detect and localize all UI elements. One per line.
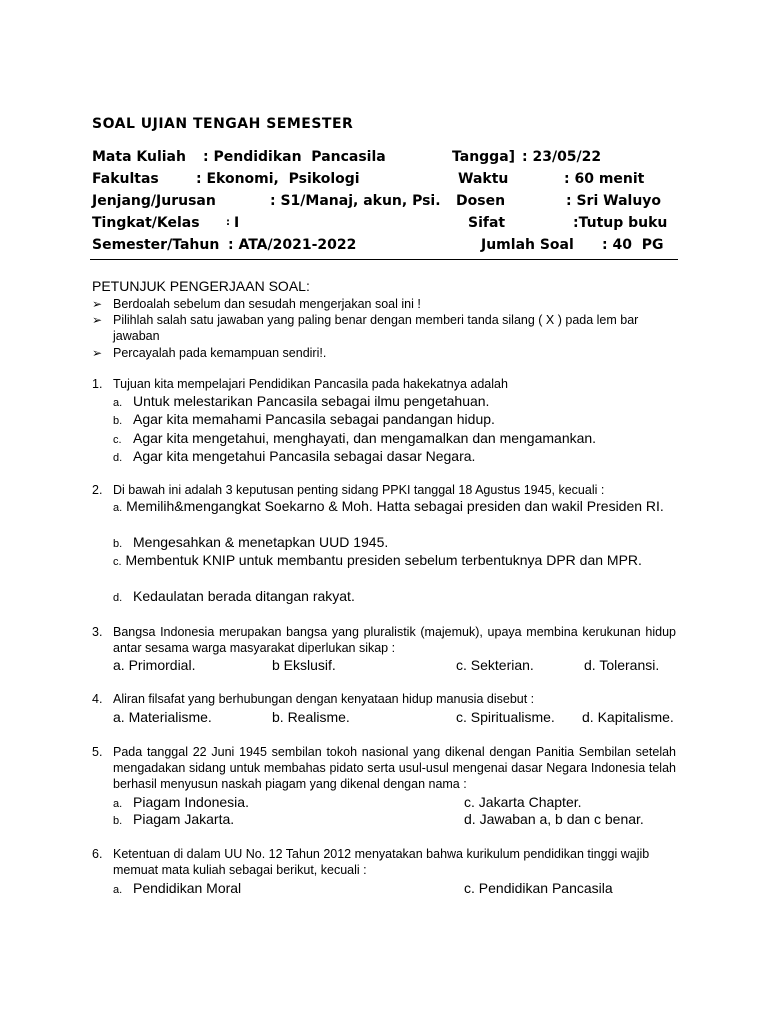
question-number: 5. <box>92 745 103 759</box>
question-text: Ketentuan di dalam UU No. 12 Tahun 2012 menyatakan bahwa kurikulum pendidikan tinggi wajib memuat mata kuliah sebagai berikut, kecuali : <box>113 847 650 877</box>
answer-option: a. Memilih&mengangkat Soekarno & Moh. Hatta sebagai presiden dan wakil Presiden RI. <box>113 498 664 514</box>
answer-option: b. Agar kita memahami Pancasila sebagai pandangan hidup. <box>113 411 495 427</box>
answer-option: c. Sekterian. <box>456 657 534 673</box>
date-label: Tangga] <box>452 149 520 165</box>
question-number: 2. <box>92 483 103 497</box>
question-text: Pada tanggal 22 Juni 1945 sembilan tokoh nasional yang dikenal dengan Panitia Sembilan setelah mengadakan sidang untuk membahas pidato serta usul-usul mengenai dasar Negara Indonesia telah berhasil menyusun naskah piagam yang dikenal dengan nama : <box>113 745 676 791</box>
semester-label: Semester/Tahun <box>92 237 220 253</box>
answer-option: d. Kapitalisme. <box>582 709 674 725</box>
question-text: Tujuan kita mempelajari Pendidikan Pancasila pada hakekatnya adalah <box>113 377 508 391</box>
question-text: Di bawah ini adalah 3 keputusan penting sidang PPKI tanggal 18 Agustus 1945, kecuali : <box>113 483 605 497</box>
question-number: 6. <box>92 847 103 861</box>
answer-option: c. Agar kita mengetahui, menghayati, dan mengamalkan dan mengamankan. <box>113 430 597 446</box>
answer-option: a. Piagam Indonesia. <box>113 794 249 810</box>
answer-option: a. Pendidikan Moral <box>113 880 242 896</box>
faculty-label: Fakultas <box>92 171 159 187</box>
header-divider <box>90 259 678 260</box>
question-number: 4. <box>92 692 103 706</box>
header-row-faculty <box>92 171 645 191</box>
answer-option: c. Membentuk KNIP untuk membantu presiden sebelum terbentuknya DPR dan MPR. <box>113 552 642 568</box>
answer-option: c. Pendidikan Pancasila <box>464 880 613 896</box>
header-row-level <box>92 215 668 235</box>
arrow-bullet-icon: ➢ <box>92 297 103 311</box>
answer-option: a. Primordial. <box>113 657 196 673</box>
header-row-program <box>92 193 662 213</box>
answer-option: d. Kedaulatan berada ditangan rakyat. <box>113 588 355 604</box>
semester-value: : ATA/2021-2022 <box>228 237 357 253</box>
instruction-text: Berdoalah sebelum dan sesudah mengerjakan soal ini ! <box>113 297 421 311</box>
instruction-text: Pilihlah salah satu jawaban yang paling benar dengan memberi tanda silang ( X ) pada lem bar jawaban <box>113 313 639 343</box>
question-count-label: Jumlah Soal <box>481 237 574 253</box>
answer-option: d. Toleransi. <box>584 657 660 673</box>
answer-option: c. Spiritualisme. <box>456 709 555 725</box>
answer-option: d. Jawaban a, b dan c benar. <box>464 811 644 827</box>
question-count-value: : 40 PG <box>602 237 664 253</box>
exam-title: SOAL UJIAN TENGAH SEMESTER <box>92 116 354 132</box>
course-label: Mata Kuliah <box>92 149 186 165</box>
answer-option: b. Realisme. <box>272 709 350 725</box>
instructions-title: PETUNJUK PENGERJAAN SOAL: <box>92 278 310 294</box>
instruction-text: Percayalah pada kemampuan sendiri!. <box>113 346 327 360</box>
answer-option: b. Piagam Jakarta. <box>113 811 235 827</box>
answer-option: b. Mengesahkan & menetapkan UUD 1945. <box>113 534 389 550</box>
faculty-value: : Ekonomi, Psikologi <box>196 171 360 187</box>
answer-option: a. Untuk melestarikan Pancasila sebagai ilmu pengetahuan. <box>113 393 490 409</box>
nature-label: Sifat <box>468 215 506 231</box>
date-value: : 23/05/22 <box>522 149 602 165</box>
lecturer-label: Dosen <box>456 193 506 209</box>
level-value: I <box>234 215 240 231</box>
arrow-bullet-icon: ➢ <box>92 313 103 327</box>
question-text: Bangsa Indonesia merupakan bangsa yang pluralistik (majemuk), upaya membina kerukunan hidup antar sesama warga masyarakat diperlukan sikap : <box>113 625 676 655</box>
lecturer-value: : Sri Waluyo <box>566 193 662 209</box>
program-label: Jenjang/Jurusan <box>92 193 216 209</box>
level-label: Tingkat/Kelas <box>92 215 200 231</box>
program-value: : S1/Manaj, akun, Psi. <box>270 193 441 209</box>
header-row-semester <box>92 237 664 257</box>
answer-option: d. Agar kita mengetahui Pancasila sebagai dasar Negara. <box>113 448 476 464</box>
nature-value: :Tutup buku <box>573 215 668 231</box>
duration-value: : 60 menit <box>564 171 645 187</box>
question-text: Aliran filsafat yang berhubungan dengan kenyataan hidup manusia disebut : <box>113 692 535 706</box>
question-number: 1. <box>92 377 103 391</box>
header-row-course <box>92 149 602 169</box>
answer-option: c. Jakarta Chapter. <box>464 794 582 810</box>
duration-label: Waktu <box>458 171 509 187</box>
question-number: 3. <box>92 625 103 639</box>
answer-option: b Ekslusif. <box>272 657 336 673</box>
level-colon: : <box>226 217 230 228</box>
course-value: : Pendidikan Pancasila <box>203 149 386 165</box>
arrow-bullet-icon: ➢ <box>92 346 103 360</box>
answer-option: a. Materialisme. <box>113 709 212 725</box>
